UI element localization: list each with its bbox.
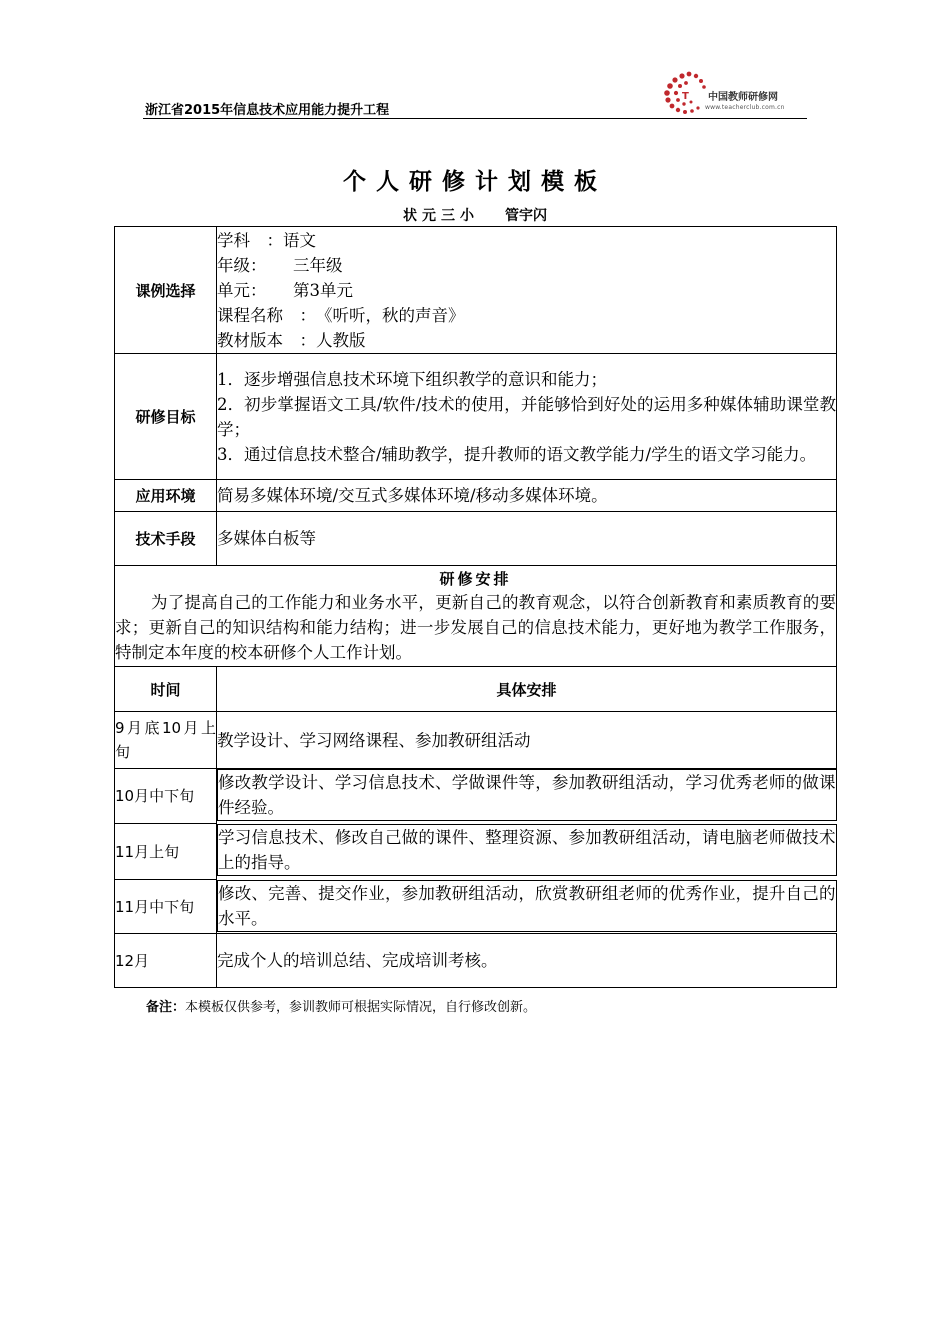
grade-line	[217, 253, 836, 278]
schedule-row	[115, 934, 837, 988]
plan-table	[114, 226, 837, 988]
logo-name: 中国教师研修网	[708, 92, 778, 103]
edition-key: 教材版本 ：	[217, 330, 316, 350]
course-details	[217, 227, 837, 354]
arrangement-section	[115, 566, 837, 667]
header-divider	[143, 118, 807, 119]
technique-label: 技术手段	[115, 512, 217, 566]
col-plan-header: 具体安排	[217, 667, 837, 712]
grade-key: 年级：	[217, 255, 267, 275]
schedule-time: 9月底10月上旬	[115, 712, 217, 769]
goals-content	[217, 354, 837, 480]
logo-url: www.teacherclub.com.cn	[705, 104, 785, 111]
schedule-row	[115, 712, 837, 769]
schedule-plan: 修改、完善、提交作业，参加教研组活动，欣赏教研组老师的优秀作业，提升自己的水平。	[217, 880, 837, 932]
environment-row	[115, 480, 837, 512]
schedule-plan: 学习信息技术、修改自己做的课件、整理资源、参加教研组活动，请电脑老师做技术上的指导。	[217, 824, 837, 876]
edition-line	[217, 328, 836, 353]
edition-value: 人教版	[316, 330, 366, 350]
goal-item: 3．通过信息技术整合/辅助教学，提升教师的语文教学能力/学生的语文学习能力。	[217, 444, 817, 464]
schedule-time: 12月	[115, 934, 217, 988]
subject-key: 学科 ：	[217, 230, 283, 250]
footnote-text: 本模板仅供参考，参训教师可根据实际情况，自行修改创新。	[185, 1000, 537, 1015]
technique-value: 多媒体白板等	[217, 512, 837, 566]
goal-item: 1．逐步增强信息技术环境下组织教学的意识和能力；	[217, 369, 607, 389]
schedule-time: 11月中下旬	[115, 880, 217, 934]
goal-item: 2．初步掌握语文工具/软件/技术的使用，并能够恰到好处的运用多种媒体辅助课堂教学；	[217, 394, 836, 439]
schedule-time: 10月中下旬	[115, 769, 217, 824]
schedule-plan: 修改教学设计、学习信息技术、学做课件等，参加教研组活动，学习优秀老师的做课件经验。	[217, 769, 837, 821]
arrangement-intro: 为了提高自己的工作能力和业务水平，更新自己的教育观念，以符合创新教育和素质教育的要求；更新自己的知识结构和能力结构；进一步发展自己的信息技术能力，更好地为教学工作服务，特制定本年度的校本研修个人工作计划。	[115, 592, 836, 662]
subject-line	[217, 228, 836, 253]
unit-line	[217, 278, 836, 303]
document-byline	[0, 205, 950, 225]
goals-label: 研修目标	[115, 354, 217, 480]
goals-row	[115, 354, 837, 480]
course-name-line	[217, 303, 836, 328]
document-title: 个人研修计划模板	[343, 169, 607, 195]
arrangement-intro-row	[115, 566, 837, 667]
header-title: 浙江省2015年信息技术应用能力提升工程	[145, 103, 390, 118]
course-label: 课例选择	[115, 227, 217, 354]
schedule-plan: 完成个人的培训总结、完成培训考核。	[217, 934, 837, 988]
grade-value: 三年级	[293, 255, 343, 275]
footnote	[146, 996, 536, 1015]
technique-row	[115, 512, 837, 566]
environment-value: 简易多媒体环境/交互式多媒体环境/移动多媒体环境。	[217, 480, 837, 512]
course-name-key: 课程名称 ：	[217, 305, 316, 325]
schedule-row	[115, 824, 837, 880]
svg-text:T: T	[682, 91, 689, 102]
schedule-row	[115, 880, 837, 934]
col-time-header: 时间	[115, 667, 217, 712]
unit-value: 第3单元	[293, 280, 353, 300]
schedule-plan: 教学设计、学习网络课程、参加教研组活动	[217, 712, 837, 769]
unit-key: 单元：	[217, 280, 267, 300]
school-name: 状元三小	[403, 208, 479, 224]
schedule-row	[115, 769, 837, 824]
author-name: 管宇闪	[505, 208, 547, 224]
subject-value: 语文	[283, 230, 316, 250]
course-name-value: 《听听，秋的声音》	[316, 305, 465, 325]
arrangement-title: 研修安排	[439, 569, 512, 588]
schedule-time: 11月上旬	[115, 824, 217, 880]
environment-label: 应用环境	[115, 480, 217, 512]
schedule-header-row	[115, 667, 837, 712]
footnote-label: 备注：	[146, 1000, 186, 1015]
course-row	[115, 227, 837, 354]
